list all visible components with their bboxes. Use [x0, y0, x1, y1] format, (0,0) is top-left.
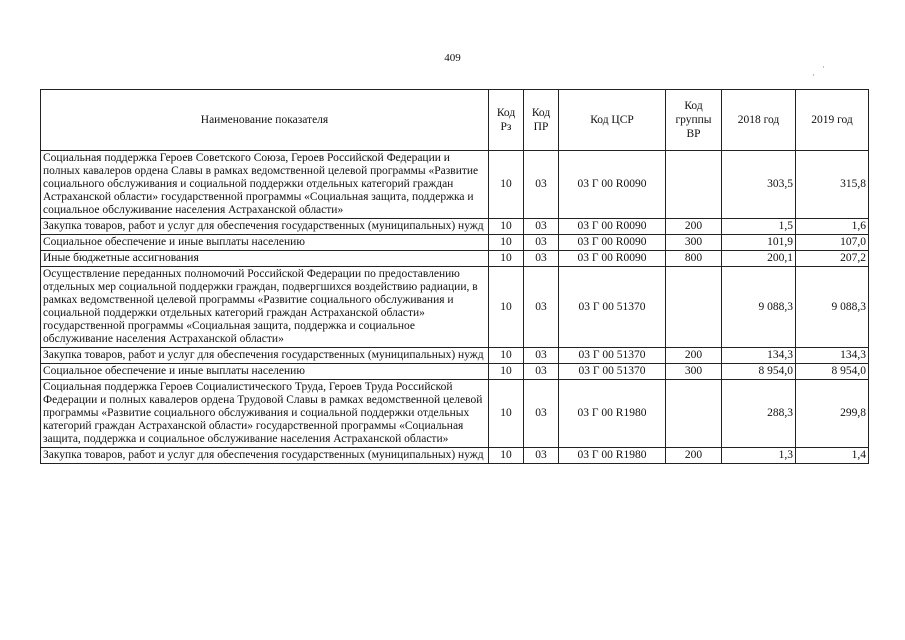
row-2018: 1,5 — [722, 219, 796, 235]
table-row — [41, 380, 869, 448]
row-name: Осуществление переданных полномочий Российской Федерации по предоставлению отдельных мер социальной поддержки граждан, подвергшихся воздействию радиации, в рамках ведомственной целевой программы «Развитие социального обслуживания и социальной поддержки отдельных категорий граждан Астраханской области» государственной программы «Социальная защита, поддержка и социальное обслуживание населения Астраханской области» — [41, 267, 489, 348]
row-pr: 03 — [524, 219, 559, 235]
row-2019: 207,2 — [796, 251, 869, 267]
row-pr: 03 — [524, 348, 559, 364]
table-row — [41, 448, 869, 464]
row-csr: 03 Г 00 51370 — [559, 267, 666, 348]
col-header-rz — [489, 90, 524, 151]
row-pr: 03 — [524, 235, 559, 251]
row-rz: 10 — [489, 235, 524, 251]
row-2019: 299,8 — [796, 380, 869, 448]
row-pr: 03 — [524, 151, 559, 219]
row-csr: 03 Г 00 R0090 — [559, 251, 666, 267]
col-header-csr: Код ЦСР — [559, 90, 666, 151]
row-name: Социальная поддержка Героев Социалистического Труда, Героев Труда Российской Федерации и полных кавалеров ордена Трудовой Славы в рамках ведомственной целевой программы «Развитие социального обслуживания и социальной поддержки отдельных категорий граждан Астраханской области» государственной программы «Социальная защита, поддержка и социальное обслуживание населения Астраханской области» — [41, 380, 489, 448]
scan-artifact: · — [822, 62, 825, 72]
row-2019: 9 088,3 — [796, 267, 869, 348]
row-csr: 03 Г 00 R0090 — [559, 219, 666, 235]
row-2018: 134,3 — [722, 348, 796, 364]
row-2019: 1,6 — [796, 219, 869, 235]
scan-artifact: · — [812, 70, 815, 80]
row-vr — [666, 267, 722, 348]
row-csr: 03 Г 00 R1980 — [559, 380, 666, 448]
row-rz: 10 — [489, 251, 524, 267]
row-pr: 03 — [524, 448, 559, 464]
page-number: 409 — [444, 52, 461, 64]
col-header-name: Наименование показателя — [41, 90, 489, 151]
table-row — [41, 251, 869, 267]
row-csr: 03 Г 00 R0090 — [559, 235, 666, 251]
row-vr: 200 — [666, 348, 722, 364]
row-2019: 315,8 — [796, 151, 869, 219]
col-header-rz-line2: Рз — [500, 121, 512, 133]
row-csr: 03 Г 00 R1980 — [559, 448, 666, 464]
row-vr — [666, 151, 722, 219]
table-header-row — [41, 90, 869, 151]
row-2018: 303,5 — [722, 151, 796, 219]
row-rz: 10 — [489, 448, 524, 464]
row-rz: 10 — [489, 364, 524, 380]
row-vr — [666, 380, 722, 448]
row-rz: 10 — [489, 267, 524, 348]
col-header-vr-line2: группы — [675, 114, 712, 126]
row-2019: 134,3 — [796, 348, 869, 364]
row-2019: 1,4 — [796, 448, 869, 464]
row-csr: 03 Г 00 51370 — [559, 348, 666, 364]
table-row — [41, 364, 869, 380]
row-vr: 300 — [666, 364, 722, 380]
row-vr: 200 — [666, 219, 722, 235]
col-header-pr-line2: ПР — [533, 121, 549, 133]
row-pr: 03 — [524, 380, 559, 448]
col-header-pr-line1: Код — [531, 107, 551, 119]
row-rz: 10 — [489, 380, 524, 448]
row-csr: 03 Г 00 51370 — [559, 364, 666, 380]
col-header-2018: 2018 год — [722, 90, 796, 151]
row-vr: 800 — [666, 251, 722, 267]
row-pr: 03 — [524, 267, 559, 348]
row-2019: 107,0 — [796, 235, 869, 251]
row-name: Иные бюджетные ассигнования — [41, 251, 489, 267]
row-vr: 200 — [666, 448, 722, 464]
table-row — [41, 348, 869, 364]
row-rz: 10 — [489, 151, 524, 219]
row-name: Социальное обеспечение и иные выплаты населению — [41, 235, 489, 251]
row-2018: 1,3 — [722, 448, 796, 464]
row-name: Закупка товаров, работ и услуг для обеспечения государственных (муниципальных) нужд — [41, 348, 489, 364]
row-vr: 300 — [666, 235, 722, 251]
col-header-vr-line1: Код — [684, 100, 703, 112]
col-header-vr-line3: ВР — [686, 128, 701, 140]
table-row — [41, 219, 869, 235]
row-rz: 10 — [489, 348, 524, 364]
col-header-vr — [666, 90, 722, 151]
col-header-rz-line1: Код — [496, 107, 516, 119]
col-header-pr — [524, 90, 559, 151]
row-pr: 03 — [524, 251, 559, 267]
budget-table — [40, 89, 869, 464]
row-2018: 9 088,3 — [722, 267, 796, 348]
row-name: Закупка товаров, работ и услуг для обеспечения государственных (муниципальных) нужд — [41, 219, 489, 235]
table-row — [41, 267, 869, 348]
row-pr: 03 — [524, 364, 559, 380]
table-row — [41, 151, 869, 219]
col-header-2019: 2019 год — [796, 90, 869, 151]
row-name: Социальная поддержка Героев Советского Союза, Героев Российской Федерации и полных кавалеров ордена Славы в рамках ведомственной целевой программы «Развитие социального обслуживания и социальной поддержки отдельных категорий граждан Астраханской области» государственной программы «Социальная защита, поддержка и социальное обслуживание населения Астраханской области» — [41, 151, 489, 219]
row-2018: 288,3 — [722, 380, 796, 448]
row-name: Закупка товаров, работ и услуг для обеспечения государственных (муниципальных) нужд — [41, 448, 489, 464]
row-2018: 8 954,0 — [722, 364, 796, 380]
table-row — [41, 235, 869, 251]
row-2019: 8 954,0 — [796, 364, 869, 380]
row-name: Социальное обеспечение и иные выплаты населению — [41, 364, 489, 380]
row-csr: 03 Г 00 R0090 — [559, 151, 666, 219]
row-rz: 10 — [489, 219, 524, 235]
row-2018: 101,9 — [722, 235, 796, 251]
row-2018: 200,1 — [722, 251, 796, 267]
